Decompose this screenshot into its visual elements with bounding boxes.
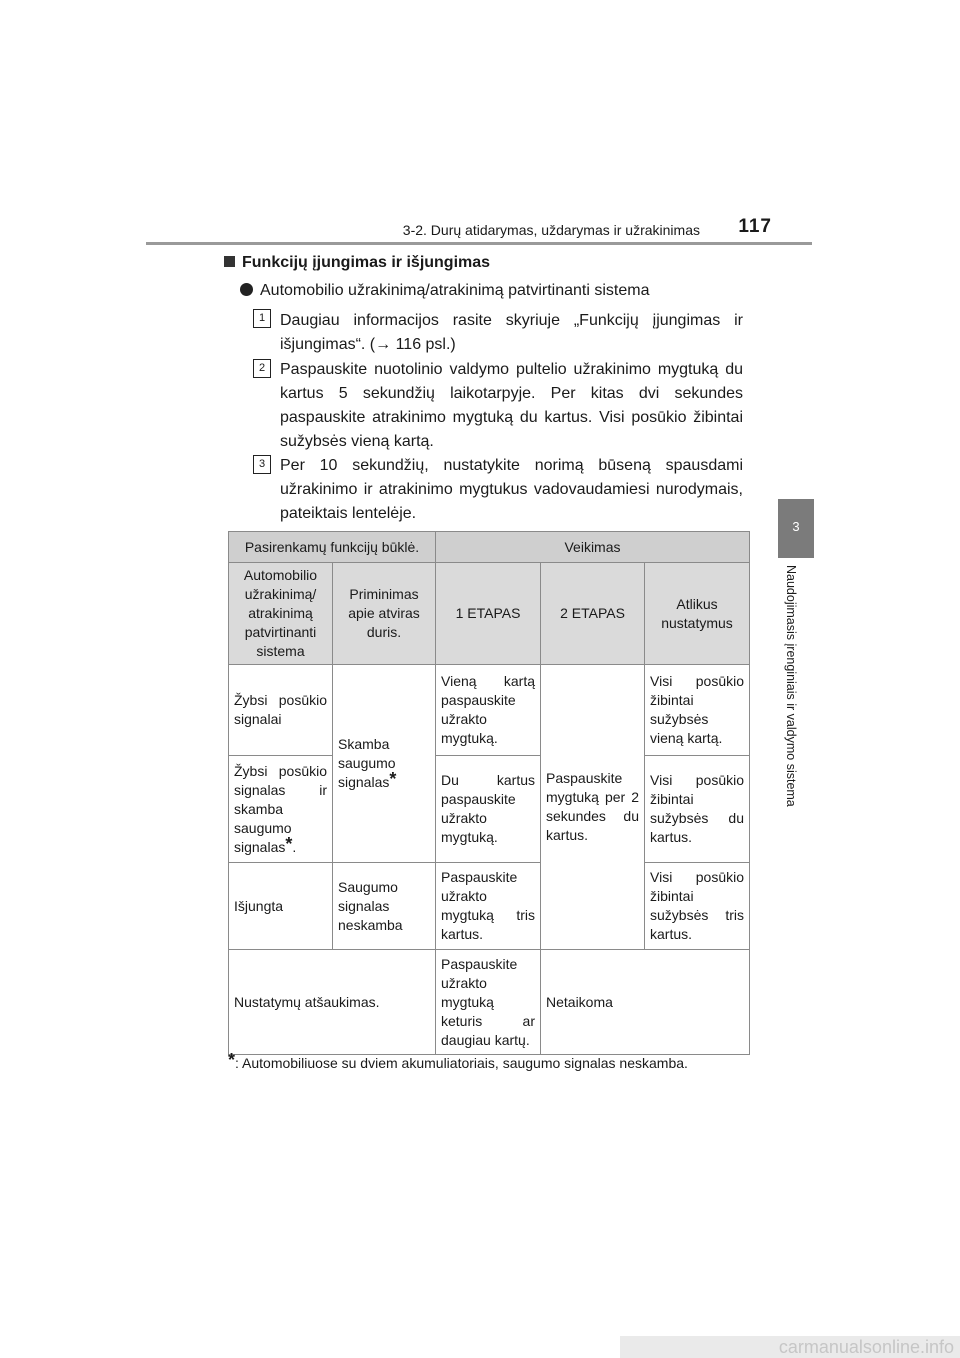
round-bullet-icon [240, 283, 253, 296]
bullet-text: Automobilio užrakinimą/atrakinimą patvirtinanti sistema [260, 282, 650, 299]
step-text: Per 10 sekundžių, nustatykite norimą būseną spausdami užrakinimo ir atrakinimo mygtukus vadovaudamiesi nurodymais, pateiktais lentelėje. [280, 457, 743, 522]
square-bullet-icon [224, 256, 235, 267]
step-number: 2 [253, 359, 271, 378]
table-header-row [229, 532, 750, 563]
table-cell: Paspauskite užrakto mygtuką keturis ar daugiau kartų. [436, 950, 541, 1055]
cell-text: Skamba saugumo signalas [338, 736, 396, 790]
footnote [228, 1050, 688, 1071]
step-number: 3 [253, 455, 271, 474]
table-row [229, 665, 750, 756]
settings-table [228, 531, 750, 1055]
footnote-mark: * [285, 833, 293, 854]
table-cell: Visi posūkio žibintai sužybsės vieną kartą. [645, 665, 750, 756]
step-text: Daugiau informacijos rasite skyriuje „Funkcijų įjungimas ir išjungimas“. (→ 116 psl.) [280, 312, 743, 353]
step-text: Paspauskite nuotolinio valdymo pultelio užrakinimo mygtuką du kartus 5 sekundžių laikotarpyje. Per kitas dvi sekundes paspauskite atrakinimo mygtuką du kartus. Visi posūkio žibintai sužybsės vieną kartą. [280, 361, 743, 450]
step-number: 1 [253, 309, 271, 328]
chapter-tab: 3 [778, 499, 814, 558]
table-cell: Du kartus paspauskite užrakto mygtuką. [436, 756, 541, 863]
page-header [146, 214, 812, 244]
table-cell: Saugumo signalas neskamba [333, 863, 436, 950]
table-cell: Visi posūkio žibintai sužybsės du kartus. [645, 756, 750, 863]
column-header: Atlikus nustatymus [645, 563, 750, 665]
footnote-mark: * [228, 1050, 236, 1070]
column-header: Veikimas [436, 532, 750, 563]
watermark: carmanualsonline.info [620, 1336, 960, 1358]
table-cell: Paspauskite užrakto mygtuką tris kartus. [436, 863, 541, 950]
footnote-mark: * [389, 769, 397, 789]
section-title: 3-2. Durų atidarymas, uždarymas ir užrakinimas [402, 222, 700, 238]
table-row [229, 950, 750, 1055]
cell-text: Žybsi posūkio signalas ir skamba saugumo signalas [234, 762, 327, 855]
column-header: 2 ETAPAS [541, 563, 645, 665]
table-row [229, 863, 750, 950]
table-cell [333, 665, 436, 863]
table-cell: Netaikoma [541, 950, 750, 1055]
table-cell: Žybsi posūkio signalai [229, 665, 333, 756]
table-cell: Vieną kartą paspauskite užrakto mygtuką. [436, 665, 541, 756]
footnote-text: : Automobiliuose su dviem akumuliatoriais, saugumo signalas neskamba. [235, 1055, 688, 1071]
bullet-item [240, 282, 650, 300]
table-cell: Išjungta [229, 863, 333, 950]
table-row [229, 756, 750, 863]
table-cell: Nustatymų atšaukimas. [229, 950, 436, 1055]
section-heading [224, 254, 490, 272]
table-cell: Žybsi posūkio signalas ir skamba saugumo signalas*. [229, 756, 333, 863]
column-header: Priminimas apie atviras duris. [333, 563, 436, 665]
table-cell: Visi posūkio žibintai sužybsės tris kartus. [645, 863, 750, 950]
table-subheader-row [229, 563, 750, 665]
column-header: Pasirenkamų funkcijų būklė. [229, 532, 436, 563]
page-number: 117 [738, 216, 772, 237]
table-cell: Paspauskite mygtuką per 2 sekundes du kartus. [541, 665, 645, 950]
column-header: Automobilio užrakinimą/ atrakinimą patvirtinanti sistema [229, 563, 333, 665]
column-header: 1 ETAPAS [436, 563, 541, 665]
chapter-title: Naudojimasis įrenginiais ir valdymo sistema [784, 565, 798, 807]
heading-text: Funkcijų įjungimas ir išjungimas [242, 254, 491, 271]
chapter-title-vertical [784, 565, 816, 855]
header-rule [146, 242, 812, 245]
